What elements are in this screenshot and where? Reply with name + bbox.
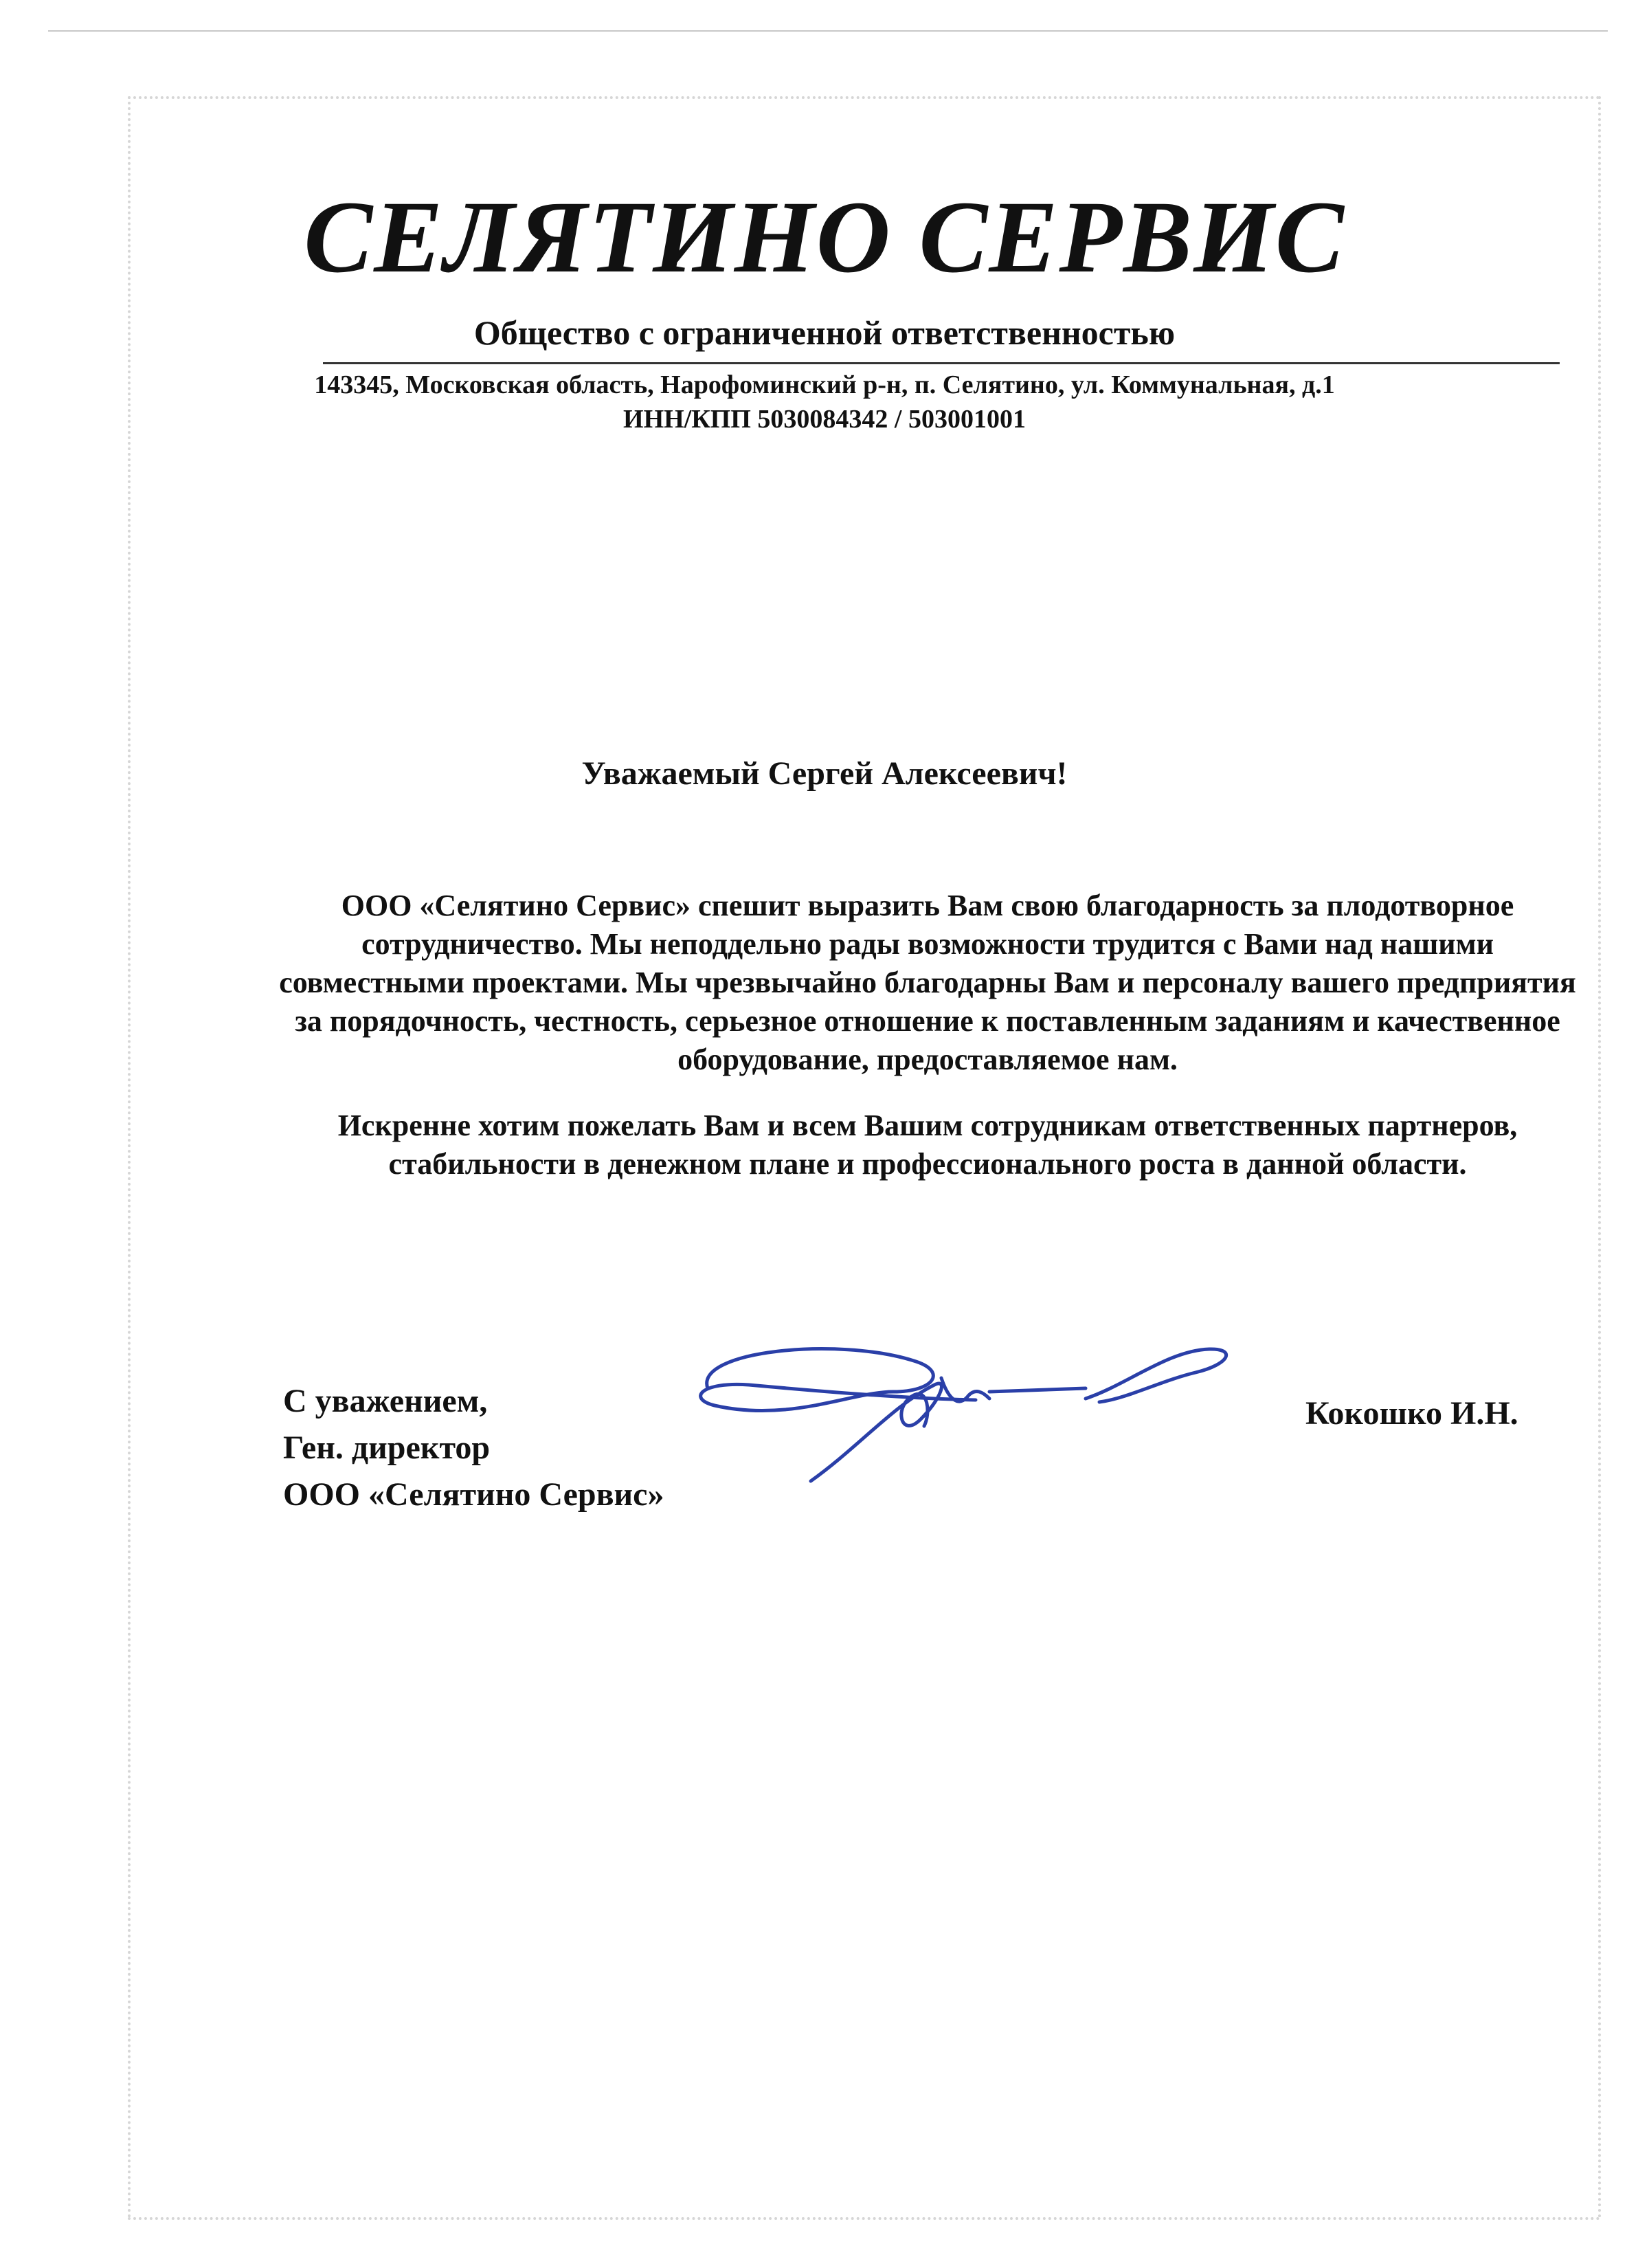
signature-image (687, 1323, 1305, 1543)
company-legal-form: Общество с ограниченной ответственностью (473, 313, 1176, 352)
closing-position: Ген. директор (283, 1430, 491, 1466)
letter-paragraph-1: ООО «Селятино Сервис» спешит выразить Вам свою благодарность за плодотворное сотрудничество. Мы неподдельно рады возможности трудится с Вами над нашими совместными проектами. Мы чрезвычайно благодарны Вам и персоналу вашего предприятия за порядочность, честность, серьезное отношение к поставленным заданиям и качественное оборудование, предоставляемое нам. (279, 889, 1576, 1076)
company-tax-ids: ИНН/КПП 5030084342 / 503001001 (623, 405, 1026, 434)
letter-paragraph-2: Искренне хотим пожелать Вам и всем Вашим сотрудникам ответственных партнеров, стабильности в денежном плане и профессионального роста в данной области. (337, 1109, 1518, 1181)
signer-name: Кокошко И.Н. (1305, 1395, 1518, 1432)
company-address: 143345, Московская область, Нарофоминский р-н, п. Селятино, ул. Коммунальная, д.1 (314, 370, 1335, 399)
letter-salutation: Уважаемый Сергей Алексеевич! (581, 755, 1068, 792)
closing-regards: С уважением, (283, 1383, 488, 1419)
scan-edge-line (48, 30, 1608, 32)
closing-company: ООО «Селятино Сервис» (283, 1476, 664, 1513)
closing-block (283, 1378, 664, 1518)
company-name: СЕЛЯТИНО СЕРВИС (304, 180, 1345, 294)
letterhead-divider (323, 362, 1560, 364)
